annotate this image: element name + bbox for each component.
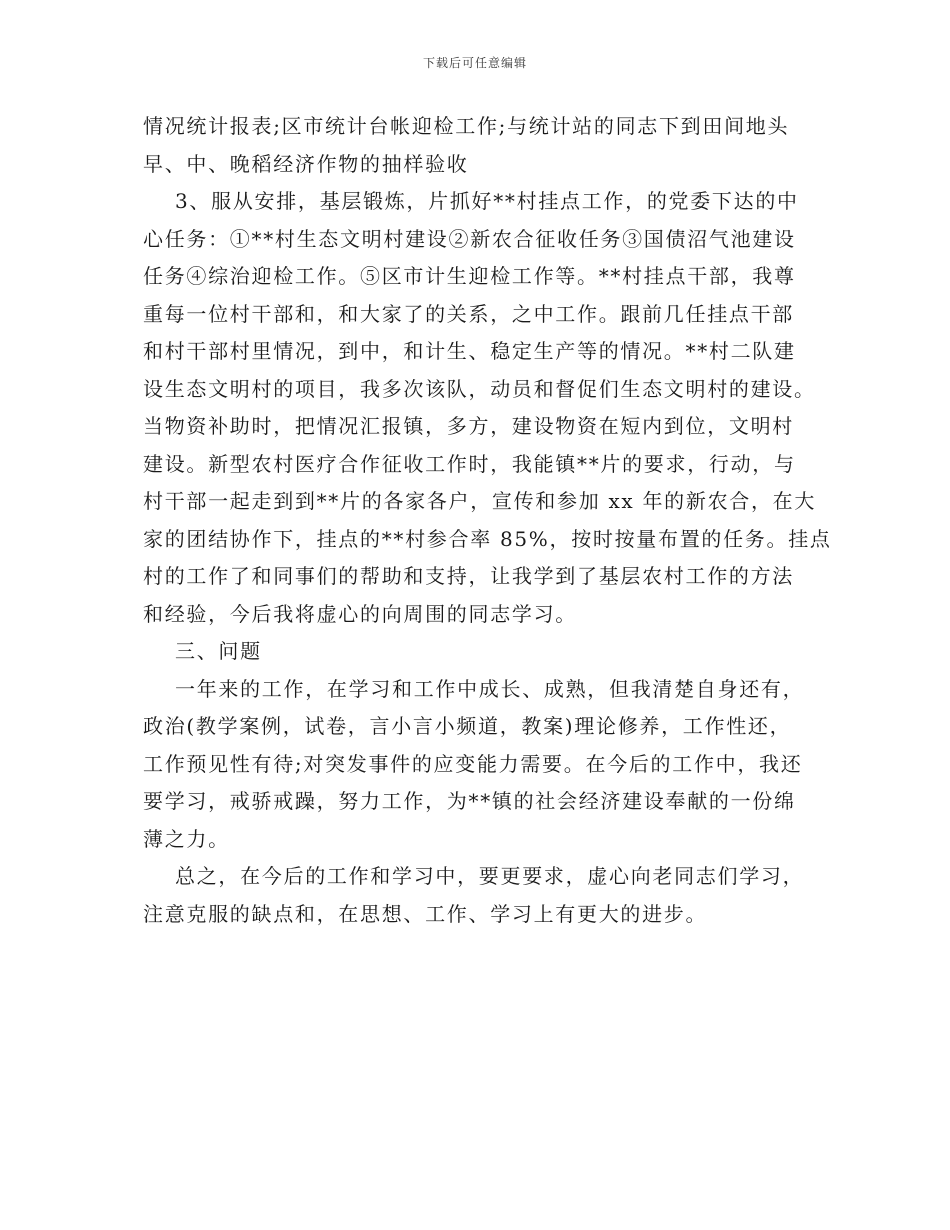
section-heading: 三、问题 [175,639,262,663]
paragraph-line: 早、中、晚稻经济作物的抽样验收 [143,151,469,176]
paragraph-line: 和经验，今后我将虚心的向周围的同志学习。 [143,601,577,626]
paragraph-line: 政治(教学案例，试卷，言小言小频道，教案)理论修养，工作性还， [143,714,792,738]
paragraph-line: 一年来的工作，在学习和工作中成长、成熟，但我清楚自身还有， [175,676,805,701]
paragraph-line: 总之，在今后的工作和学习中，要更要求，虚心向老同志们学习， [175,864,805,888]
paragraph-line: 村干部一起走到到**片的各家各户，宣传和参加 xx 年的新农合，在大 [143,489,817,513]
paragraph-line: 家的团结协作下，挂点的**村参合率 85%，按时按量布置的任务。挂点 [143,526,832,551]
paragraph-line: 情况统计报表;区市统计台帐迎检工作;与统计站的同志下到田间地头 [143,114,790,138]
paragraph-line: 薄之力。 [143,826,230,851]
paragraph-line: 心任务：①**村生态文明村建设②新农合征收任务③国债沼气池建设 [143,226,796,251]
paragraph-line: 和村干部村里情况，到中，和计生、稳定生产等的情况。**村二队建 [143,339,796,363]
paragraph-line: 工作预见性有待;对突发事件的应变能力需要。在今后的工作中，我还 [143,751,803,776]
paragraph-line: 要学习，戒骄戒躁，努力工作，为**镇的社会经济建设奉献的一份绵 [143,789,796,813]
page-header: 下载后可任意编辑 [422,56,527,70]
paragraph-line: 注意克服的缺点和，在思想、工作、学习上有更大的进步。 [143,901,708,926]
document-body [143,108,832,933]
paragraph-line: 设生态文明村的项目，我多次该队，动员和督促们生态文明村的建设。 [143,376,816,401]
paragraph-line: 建设。新型农村医疗合作征收工作时，我能镇**片的要求，行动，与 [143,451,796,476]
paragraph-line: 3、服从安排，基层锻炼，片抓好**村挂点工作，的党委下达的中 [175,189,799,213]
paragraph-line: 村的工作了和同事们的帮助和支持，让我学到了基层农村工作的方法 [143,564,794,588]
paragraph-line: 任务④综治迎检工作。⑤区市计生迎检工作等。**村挂点干部，我尊 [143,264,796,288]
paragraph-line: 当物资补助时，把情况汇报镇，多方，建设物资在短内到位，文明村 [143,414,794,438]
paragraph-line: 重每一位村干部和，和大家了的关系，之中工作。跟前几任挂点干部 [143,301,794,326]
